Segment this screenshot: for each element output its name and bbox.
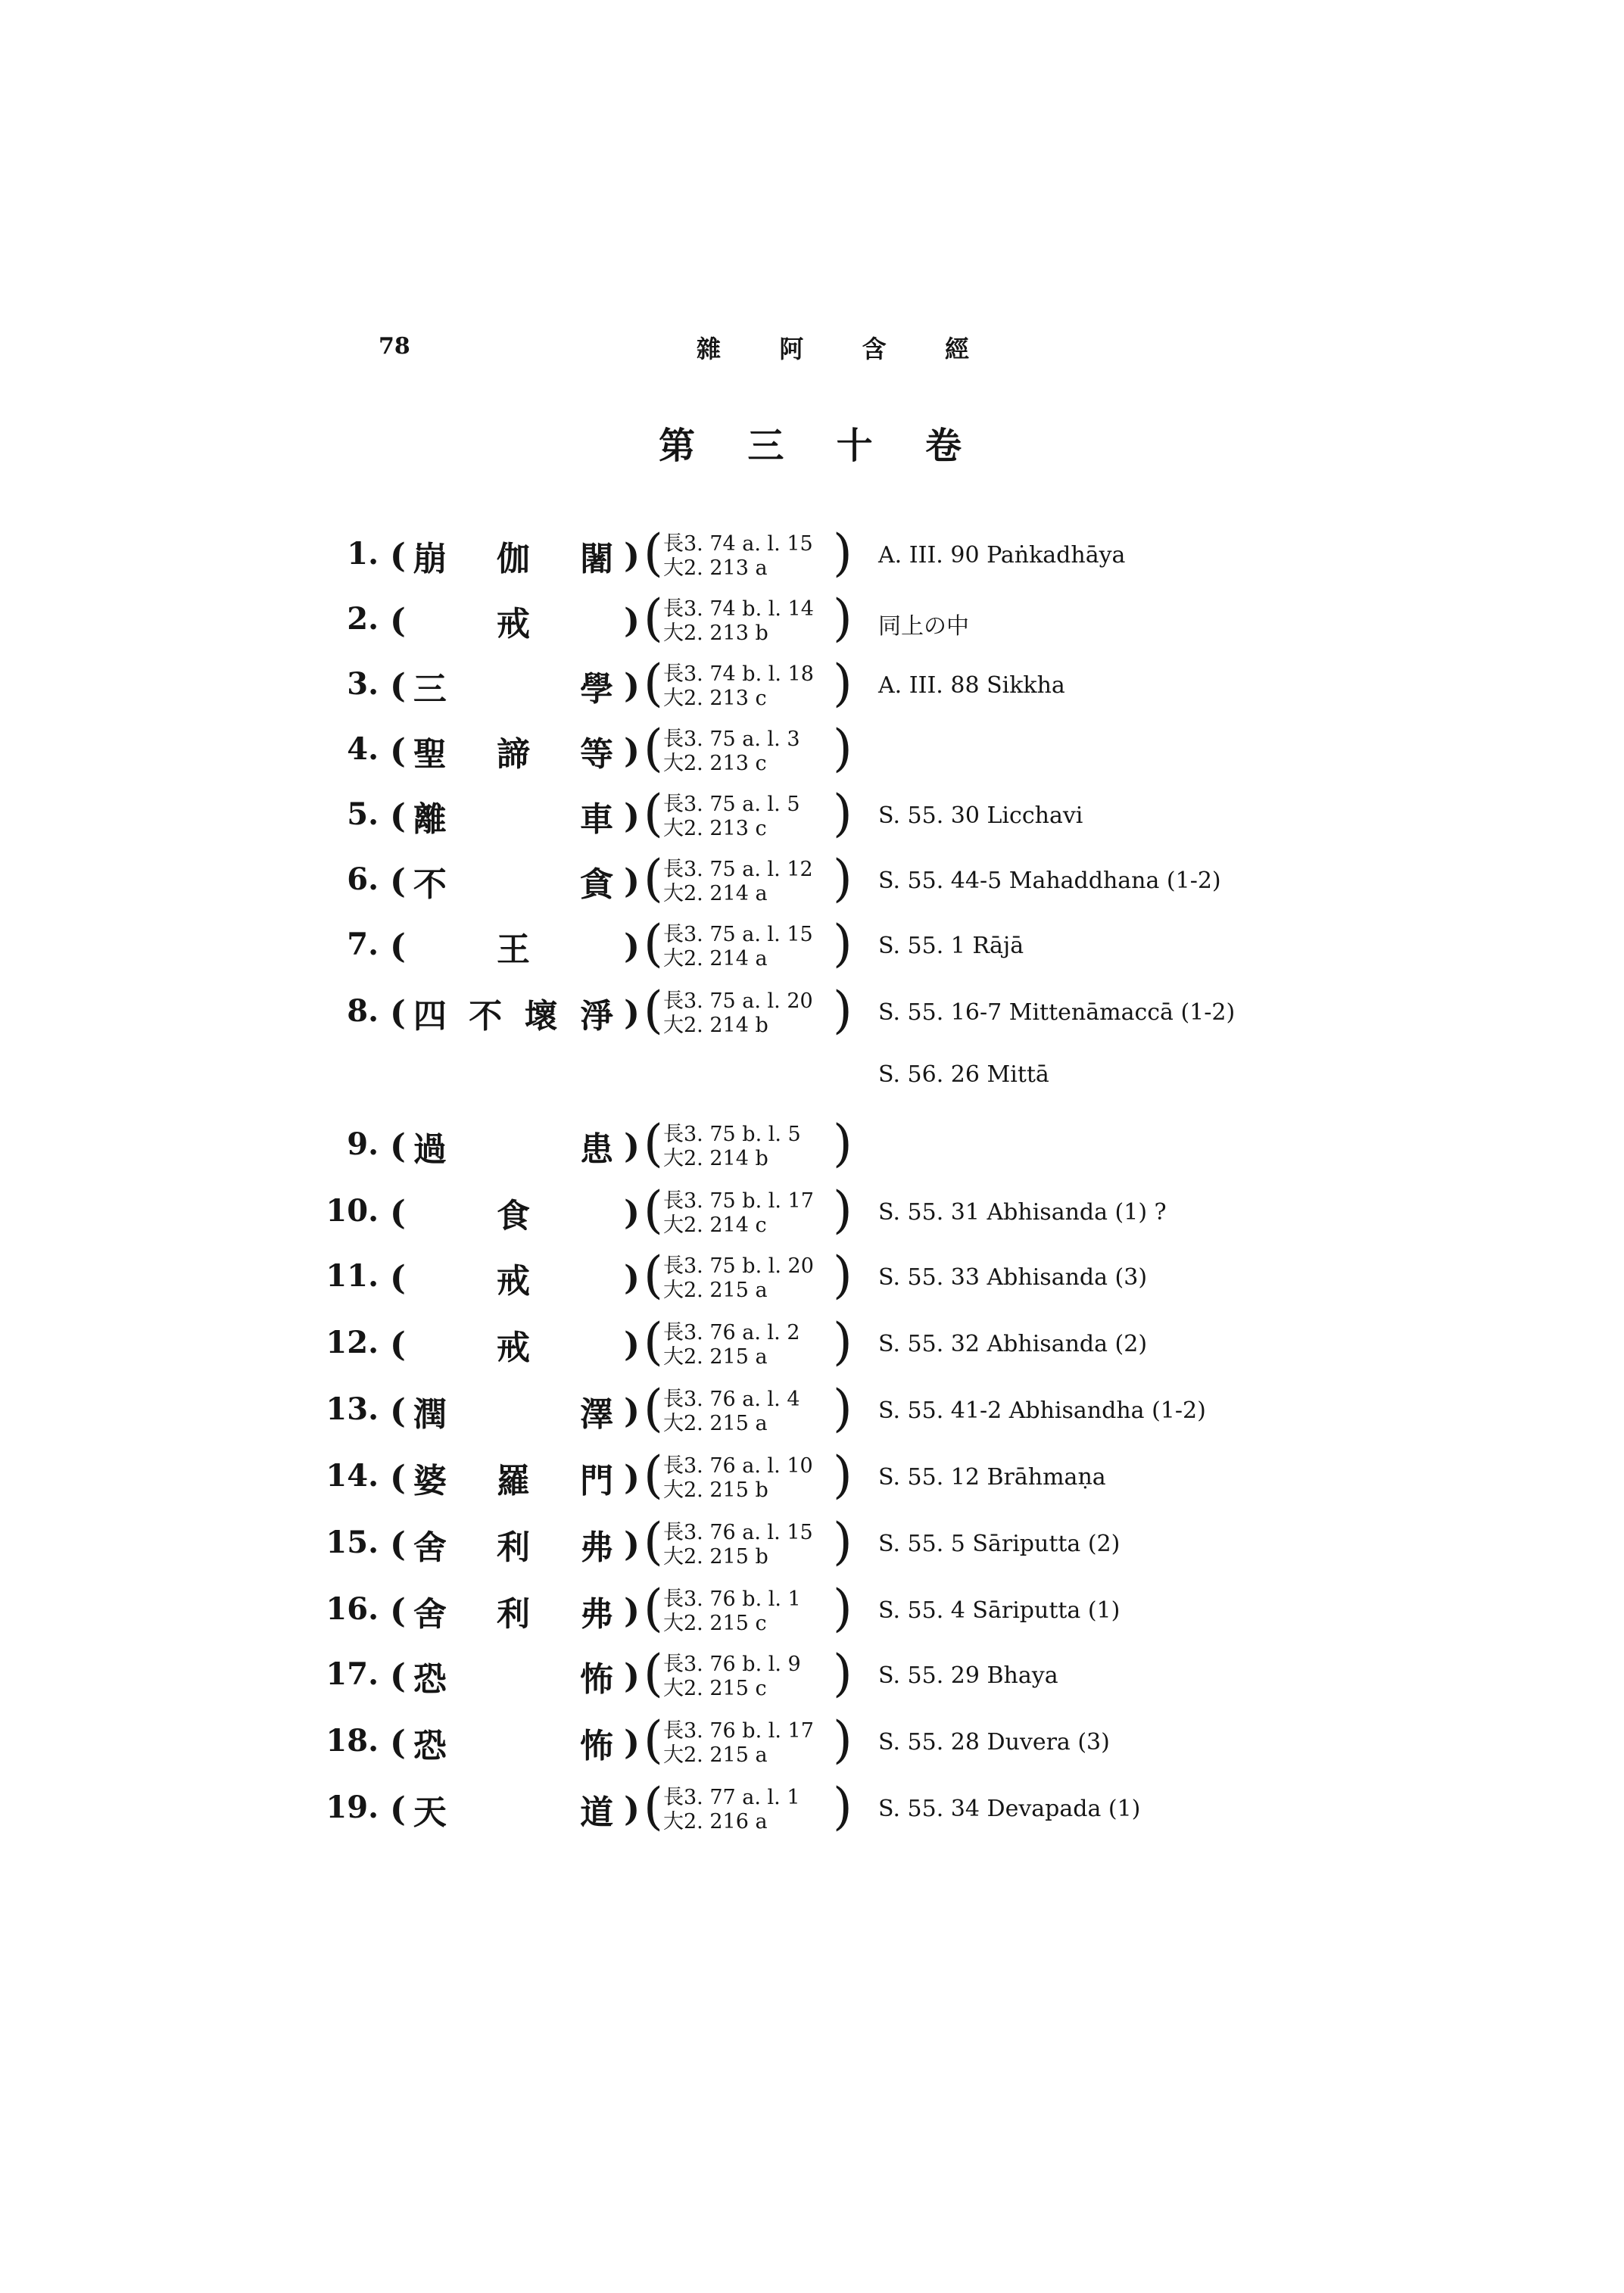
close-paren: ) <box>624 1790 640 1829</box>
open-paren: ( <box>390 1656 406 1696</box>
entry-number: 6. <box>347 861 379 897</box>
close-paren: ) <box>624 666 640 706</box>
sutra-title <box>390 1123 640 1169</box>
left-brace: ( <box>644 1644 663 1703</box>
entry-number: 7. <box>347 927 379 962</box>
reference-bottom-line: 大2. 214 c <box>663 1213 767 1237</box>
reference-top-line: 長3. 75 a. l. 12 <box>663 858 813 881</box>
open-paren: ( <box>390 666 406 706</box>
close-paren: ) <box>624 1656 640 1696</box>
right-brace: ) <box>833 1579 853 1637</box>
left-brace: ( <box>644 981 663 1039</box>
pali-parallel: S. 55. 30 Licchavi <box>878 802 1083 829</box>
sutra-title-char: 天 <box>413 1793 447 1832</box>
volume-title <box>659 416 962 469</box>
sutra-title-char: 貪 <box>580 865 614 904</box>
left-brace: ( <box>644 1114 663 1173</box>
table-row <box>0 1579 1624 1646</box>
left-brace: ( <box>644 1777 663 1836</box>
table-row <box>0 1181 1624 1248</box>
close-paren: ) <box>624 731 640 771</box>
right-brace: ) <box>833 1644 853 1703</box>
volume-title-char: 卷 <box>924 425 962 467</box>
table-row <box>0 784 1624 851</box>
sutra-title-char: 舍 <box>413 1528 447 1567</box>
left-brace: ( <box>644 1579 663 1637</box>
sutra-title <box>390 598 640 643</box>
sutra-title-chars <box>406 792 624 840</box>
canon-reference <box>644 524 856 586</box>
entry-number: 16. <box>326 1591 379 1627</box>
sutra-title-char: 利 <box>497 1595 530 1634</box>
reference-top-line: 長3. 77 a. l. 1 <box>663 1786 800 1809</box>
table-row <box>0 914 1624 981</box>
sutra-title-char: 患 <box>580 1130 614 1169</box>
right-brace: ) <box>833 654 853 712</box>
reference-bottom-line: 大2. 215 a <box>663 1345 768 1369</box>
close-paren: ) <box>624 1193 640 1232</box>
sutra-title-char: 學 <box>580 670 614 709</box>
table-row <box>0 849 1624 916</box>
sutra-title-char: 等 <box>580 735 614 774</box>
sutra-title-char: 不 <box>413 865 447 904</box>
sutra-title <box>390 1455 640 1500</box>
sutra-title-chars <box>406 1189 624 1237</box>
left-brace: ( <box>644 849 663 908</box>
canon-reference <box>644 1379 856 1441</box>
sutra-title-chars <box>406 1718 624 1767</box>
pali-parallel: S. 55. 44-5 Mahaddhana (1-2) <box>878 868 1221 894</box>
reference-top-line: 長3. 74 a. l. 15 <box>663 532 813 556</box>
close-paren: ) <box>624 1391 640 1431</box>
open-paren: ( <box>390 927 406 966</box>
sutra-title <box>390 1588 640 1634</box>
sutra-title <box>390 533 640 578</box>
sutra-title-chars <box>406 1453 624 1502</box>
open-paren: ( <box>390 536 406 575</box>
sutra-title-chars <box>406 989 624 1037</box>
sutra-title-chars <box>406 597 624 645</box>
entry-number: 12. <box>326 1325 379 1360</box>
open-paren: ( <box>390 1126 406 1166</box>
sutra-title-char: 恐 <box>413 1727 447 1765</box>
sutra-title-char: 王 <box>497 930 530 969</box>
table-row <box>0 589 1624 656</box>
right-brace: ) <box>833 849 853 908</box>
entry-number: 19. <box>326 1790 379 1825</box>
left-brace: ( <box>644 1313 663 1371</box>
reference-top-line: 長3. 75 a. l. 15 <box>663 923 813 946</box>
left-brace: ( <box>644 1446 663 1504</box>
open-paren: ( <box>390 601 406 640</box>
left-brace: ( <box>644 589 663 647</box>
right-brace: ) <box>833 1446 853 1504</box>
sutra-title-char: 食 <box>497 1197 530 1235</box>
canon-reference <box>644 1446 856 1508</box>
pali-parallel: S. 55. 1 Rājā <box>878 933 1024 959</box>
open-paren: ( <box>390 796 406 836</box>
running-title-char: 阿 <box>779 335 804 363</box>
reference-top-line: 長3. 76 b. l. 9 <box>663 1653 801 1676</box>
close-paren: ) <box>624 993 640 1033</box>
entry-number: 8. <box>347 993 379 1029</box>
sutra-title <box>390 1322 640 1367</box>
sutra-title-char: 車 <box>580 800 614 839</box>
sutra-title <box>390 858 640 904</box>
canon-reference <box>644 981 856 1043</box>
sutra-title <box>390 728 640 774</box>
sutra-title-char: 淨 <box>580 997 614 1036</box>
table-row <box>0 1446 1624 1513</box>
table-row <box>0 719 1624 786</box>
left-brace: ( <box>644 654 663 712</box>
running-title-char: 雜 <box>697 335 722 363</box>
entry-number: 15. <box>326 1525 379 1560</box>
sutra-title-char: 戒 <box>497 1262 530 1301</box>
running-title <box>697 330 969 365</box>
table-row <box>0 1246 1624 1313</box>
pali-parallel: S. 55. 16-7 Mittenāmaccā (1-2) <box>878 999 1236 1026</box>
entry-number: 17. <box>326 1656 379 1692</box>
volume-title-char: 第 <box>659 425 696 467</box>
reference-bottom-line: 大2. 213 a <box>663 556 768 580</box>
sutra-title-char: 戒 <box>497 1329 530 1367</box>
sutra-title-chars <box>406 857 624 905</box>
entry-number: 18. <box>326 1723 379 1759</box>
reference-bottom-line: 大2. 214 b <box>663 1014 768 1037</box>
close-paren: ) <box>624 601 640 640</box>
sutra-title-char: 壞 <box>524 997 558 1036</box>
entry-number: 4. <box>347 731 379 767</box>
right-brace: ) <box>833 1777 853 1836</box>
open-paren: ( <box>390 1591 406 1631</box>
sutra-title-char: 四 <box>413 997 447 1036</box>
sutra-title-char: 離 <box>413 800 447 839</box>
open-paren: ( <box>390 1525 406 1564</box>
entry-number: 14. <box>326 1458 379 1494</box>
canon-reference <box>644 654 856 716</box>
table-row <box>0 654 1624 721</box>
sutra-title-char: 過 <box>413 1130 447 1169</box>
pali-parallel: S. 55. 41-2 Abhisandha (1-2) <box>878 1397 1206 1424</box>
sutra-title-char: 弗 <box>580 1528 614 1567</box>
canon-reference <box>644 1181 856 1243</box>
sutra-title <box>390 1720 640 1765</box>
table-row <box>0 981 1624 1088</box>
table-row <box>0 524 1624 590</box>
reference-bottom-line: 大2. 215 a <box>663 1412 768 1435</box>
right-brace: ) <box>833 914 853 973</box>
pali-parallel: S. 55. 33 Abhisanda (3) <box>878 1264 1148 1291</box>
right-brace: ) <box>833 1513 853 1571</box>
sutra-title-char: 羅 <box>497 1462 530 1500</box>
close-paren: ) <box>624 1458 640 1497</box>
pali-parallel: S. 55. 4 Sāriputta (1) <box>878 1597 1121 1624</box>
sutra-title-char: 怖 <box>580 1660 614 1699</box>
table-row <box>0 1777 1624 1844</box>
close-paren: ) <box>624 536 640 575</box>
entry-number: 2. <box>347 601 379 637</box>
close-paren: ) <box>624 1126 640 1166</box>
reference-top-line: 長3. 74 b. l. 18 <box>663 662 814 686</box>
reference-bottom-line: 大2. 214 a <box>663 882 768 905</box>
sutra-title-chars <box>406 1254 624 1302</box>
reference-bottom-line: 大2. 215 c <box>663 1612 767 1635</box>
close-paren: ) <box>624 927 640 966</box>
sutra-title <box>390 1787 640 1832</box>
open-paren: ( <box>390 1193 406 1232</box>
pali-parallel: S. 55. 29 Bhaya <box>878 1662 1058 1689</box>
left-brace: ( <box>644 1379 663 1438</box>
reference-bottom-line: 大2. 215 a <box>663 1279 768 1302</box>
pali-parallel: S. 55. 12 Brāhmaṇa <box>878 1464 1106 1491</box>
sutra-title <box>390 1190 640 1235</box>
left-brace: ( <box>644 1513 663 1571</box>
close-paren: ) <box>624 1723 640 1762</box>
open-paren: ( <box>390 1790 406 1829</box>
sutra-title-chars <box>406 531 624 580</box>
sutra-title-char: 不 <box>469 997 503 1036</box>
canon-reference <box>644 589 856 651</box>
reference-bottom-line: 大2. 214 a <box>663 947 768 970</box>
reference-bottom-line: 大2. 215 a <box>663 1743 768 1767</box>
sutra-title-char: 怖 <box>580 1727 614 1765</box>
pali-parallel-extra: S. 56. 26 Mittā <box>878 1061 1049 1088</box>
table-row <box>0 1711 1624 1777</box>
close-paren: ) <box>624 796 640 836</box>
pali-parallel: A. III. 88 Sikkha <box>878 672 1065 699</box>
close-paren: ) <box>624 1325 640 1364</box>
close-paren: ) <box>624 1525 640 1564</box>
sutra-title-char: 崩 <box>413 540 447 578</box>
volume-title-char: 三 <box>747 425 784 467</box>
sutra-title <box>390 1255 640 1301</box>
table-row <box>0 1114 1624 1181</box>
right-brace: ) <box>833 981 853 1039</box>
reference-bottom-line: 大2. 213 c <box>663 687 767 710</box>
right-brace: ) <box>833 1711 853 1769</box>
reference-bottom-line: 大2. 215 b <box>663 1545 768 1569</box>
close-paren: ) <box>624 861 640 901</box>
canon-reference <box>644 1246 856 1308</box>
sutra-title-char: 門 <box>580 1462 614 1500</box>
sutra-title-chars <box>406 1587 624 1635</box>
pali-parallel: 同上の中 <box>878 613 969 640</box>
right-brace: ) <box>833 1181 853 1239</box>
pali-parallel: S. 55. 34 Devapada (1) <box>878 1796 1141 1822</box>
running-title-char: 經 <box>944 335 969 363</box>
canon-reference <box>644 1579 856 1641</box>
sutra-title-char: 闍 <box>580 540 614 578</box>
entry-number: 11. <box>326 1258 379 1294</box>
sutra-title-char: 伽 <box>497 540 530 578</box>
sutra-title-chars <box>406 1652 624 1700</box>
right-brace: ) <box>833 524 853 582</box>
pali-parallel: S. 55. 31 Abhisanda (1) ? <box>878 1199 1167 1226</box>
sutra-title-chars <box>406 922 624 970</box>
reference-top-line: 長3. 76 a. l. 10 <box>663 1454 813 1478</box>
reference-bottom-line: 大2. 213 b <box>663 622 768 645</box>
sutra-title-char: 戒 <box>497 605 530 643</box>
page-number: 78 <box>379 333 410 360</box>
right-brace: ) <box>833 1114 853 1173</box>
canon-reference <box>644 1644 856 1706</box>
table-row <box>0 1379 1624 1446</box>
reference-top-line: 長3. 75 b. l. 17 <box>663 1189 814 1213</box>
right-brace: ) <box>833 1313 853 1371</box>
open-paren: ( <box>390 731 406 771</box>
sutra-title-char: 恐 <box>413 1660 447 1699</box>
right-brace: ) <box>833 1379 853 1438</box>
left-brace: ( <box>644 914 663 973</box>
left-brace: ( <box>644 524 663 582</box>
sutra-title <box>390 793 640 839</box>
close-paren: ) <box>624 1258 640 1298</box>
reference-top-line: 長3. 75 b. l. 5 <box>663 1123 801 1146</box>
open-paren: ( <box>390 1325 406 1364</box>
table-row <box>0 1644 1624 1711</box>
sutra-title-char: 道 <box>580 1793 614 1832</box>
sutra-title-char: 三 <box>413 670 447 709</box>
sutra-title <box>390 990 640 1036</box>
running-title-char: 含 <box>862 335 887 363</box>
sutra-title-chars <box>406 1785 624 1833</box>
sutra-title <box>390 1653 640 1699</box>
pali-parallel: A. III. 90 Paṅkadhāya <box>878 542 1126 569</box>
pali-parallel: S. 55. 5 Sāriputta (2) <box>878 1531 1121 1557</box>
sutra-title <box>390 924 640 969</box>
sutra-title-char: 聖 <box>413 735 447 774</box>
canon-reference <box>644 1513 856 1575</box>
pali-parallel: S. 55. 32 Abhisanda (2) <box>878 1331 1148 1357</box>
sutra-title-char: 利 <box>497 1528 530 1567</box>
entry-number: 13. <box>326 1391 379 1427</box>
left-brace: ( <box>644 1181 663 1239</box>
reference-top-line: 長3. 76 a. l. 4 <box>663 1388 800 1411</box>
sutra-title-char: 弗 <box>580 1595 614 1634</box>
entry-number: 5. <box>347 796 379 832</box>
sutra-title-chars <box>406 1520 624 1569</box>
reference-bottom-line: 大2. 214 b <box>663 1147 768 1170</box>
sutra-title-char: 舍 <box>413 1595 447 1634</box>
sutra-title <box>390 1522 640 1567</box>
table-row <box>0 1513 1624 1579</box>
open-paren: ( <box>390 1258 406 1298</box>
open-paren: ( <box>390 1391 406 1431</box>
open-paren: ( <box>390 1723 406 1762</box>
canon-reference <box>644 849 856 911</box>
reference-top-line: 長3. 76 a. l. 2 <box>663 1321 800 1344</box>
sutra-title <box>390 663 640 709</box>
sutra-title-char: 諦 <box>497 735 530 774</box>
sutra-title-chars <box>406 1320 624 1369</box>
sutra-title-chars <box>406 1387 624 1435</box>
sutra-title-chars <box>406 662 624 710</box>
canon-reference <box>644 1114 856 1176</box>
reference-bottom-line: 大2. 213 c <box>663 817 767 840</box>
reference-top-line: 長3. 76 a. l. 15 <box>663 1521 813 1544</box>
reference-bottom-line: 大2. 215 b <box>663 1478 768 1502</box>
reference-top-line: 長3. 75 a. l. 20 <box>663 989 813 1013</box>
close-paren: ) <box>624 1591 640 1631</box>
left-brace: ( <box>644 719 663 777</box>
table-row <box>0 1313 1624 1379</box>
reference-top-line: 長3. 75 b. l. 20 <box>663 1254 814 1278</box>
reference-top-line: 長3. 76 b. l. 17 <box>663 1719 814 1743</box>
left-brace: ( <box>644 784 663 843</box>
sutra-title-chars <box>406 727 624 775</box>
volume-title-char: 十 <box>836 425 873 467</box>
right-brace: ) <box>833 1246 853 1304</box>
entry-number: 3. <box>347 666 379 702</box>
sutra-title-char: 婆 <box>413 1462 447 1500</box>
left-brace: ( <box>644 1246 663 1304</box>
canon-reference <box>644 914 856 977</box>
entry-number: 9. <box>347 1126 379 1162</box>
reference-top-line: 長3. 76 b. l. 1 <box>663 1587 801 1611</box>
reference-bottom-line: 大2. 213 c <box>663 752 767 775</box>
reference-top-line: 長3. 75 a. l. 3 <box>663 727 800 751</box>
canon-reference <box>644 784 856 846</box>
right-brace: ) <box>833 589 853 647</box>
sutra-title-char: 潤 <box>413 1395 447 1434</box>
sutra-title <box>390 1388 640 1434</box>
left-brace: ( <box>644 1711 663 1769</box>
open-paren: ( <box>390 861 406 901</box>
right-brace: ) <box>833 784 853 843</box>
canon-reference <box>644 1777 856 1840</box>
pali-parallel: S. 55. 28 Duvera (3) <box>878 1729 1110 1756</box>
canon-reference <box>644 719 856 781</box>
right-brace: ) <box>833 719 853 777</box>
reference-bottom-line: 大2. 216 a <box>663 1810 768 1833</box>
sutra-title-chars <box>406 1122 624 1170</box>
entry-number: 10. <box>326 1193 379 1229</box>
entry-number: 1. <box>347 536 379 572</box>
open-paren: ( <box>390 1458 406 1497</box>
reference-top-line: 長3. 75 a. l. 5 <box>663 793 800 816</box>
canon-reference <box>644 1711 856 1773</box>
reference-top-line: 長3. 74 b. l. 14 <box>663 597 814 621</box>
sutra-title-char: 澤 <box>580 1395 614 1434</box>
canon-reference <box>644 1313 856 1375</box>
reference-bottom-line: 大2. 215 c <box>663 1677 767 1700</box>
open-paren: ( <box>390 993 406 1033</box>
